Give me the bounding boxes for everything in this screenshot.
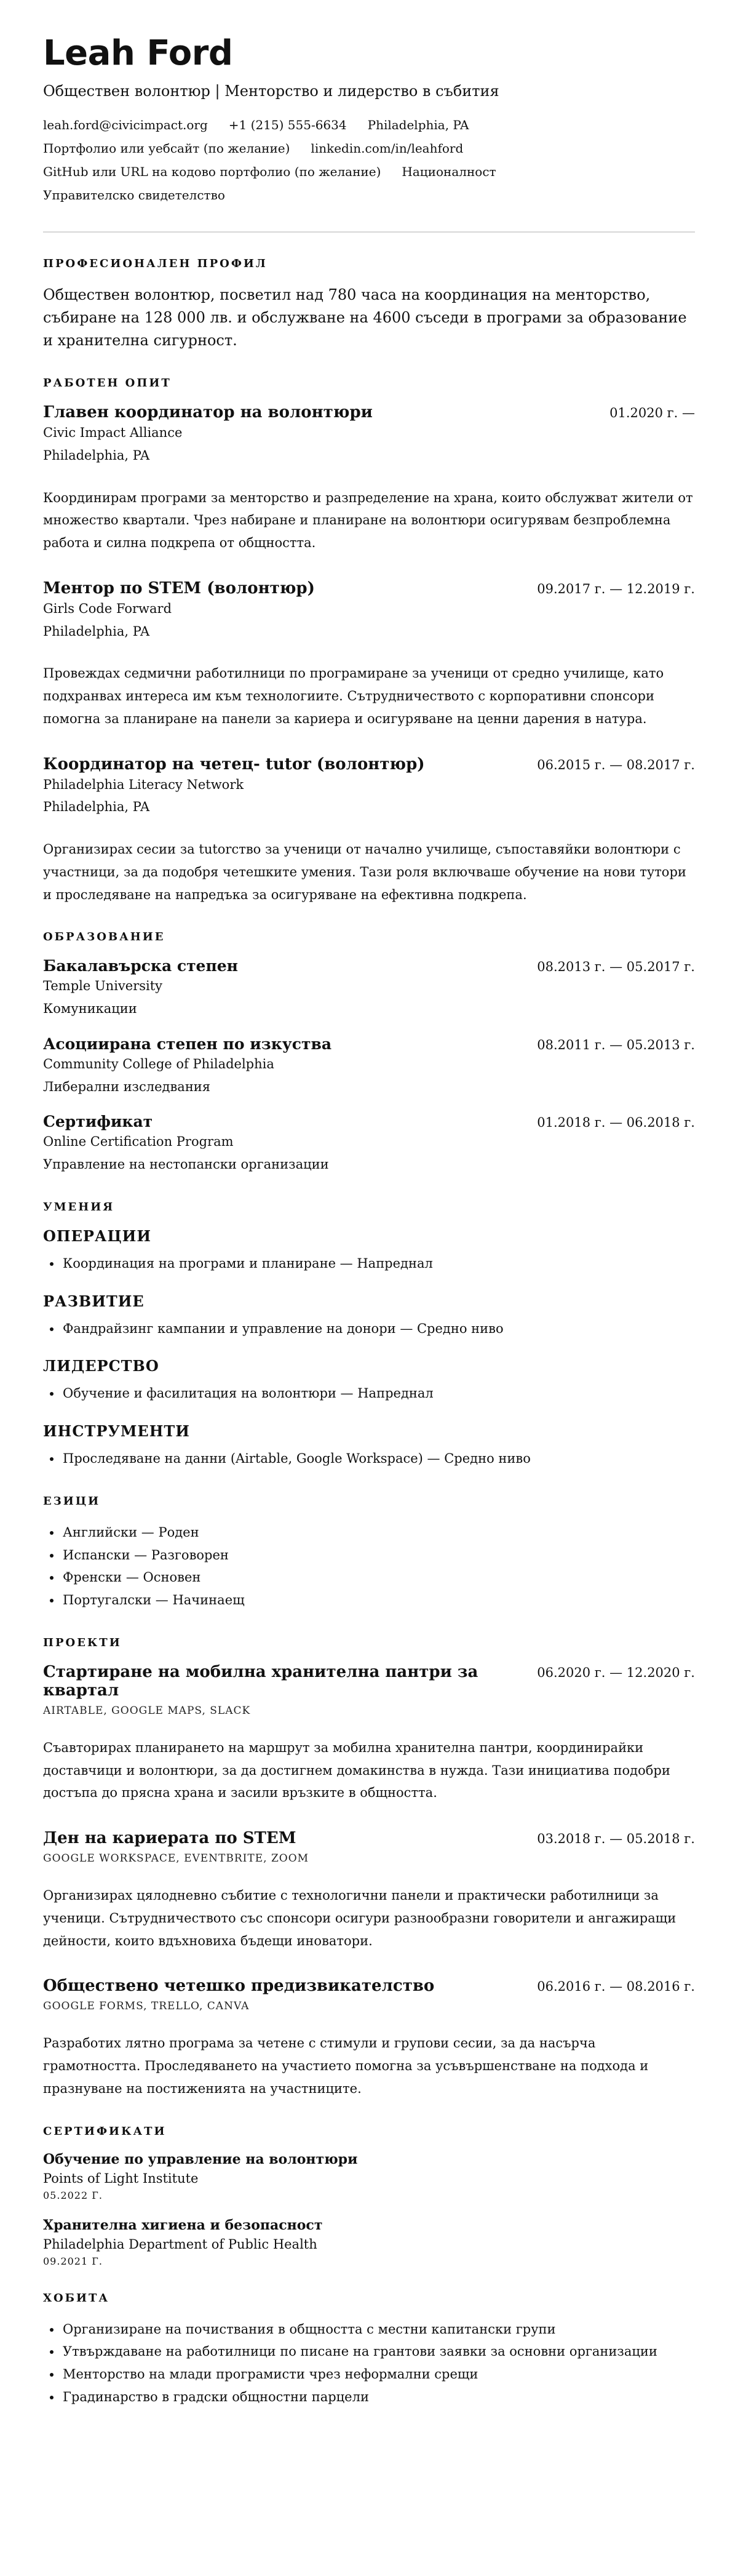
project-date: 03.2018 г. — 05.2018 г.: [537, 1831, 695, 1847]
job-org: Civic Impact Alliance: [43, 425, 183, 441]
projects-section: [43, 1636, 695, 2100]
project-description: Съавторирах планирането на маршрут за мобилна хранителна пантри, координирайки доставчици и волонтюри, за да достигнем домакинства в нужда. Тази инициатива подобри достъпа до прясна храна и засили връзките в общността.: [43, 1740, 670, 1801]
section-title: ОБРАЗОВАНИЕ: [43, 930, 165, 944]
project-description: Организирах цялодневно събитие с технологични панели и практически работилници за ученици. Сътрудничеството със спонсори осигури разнообразни говорители и ангажиращи дейности, които вдъхновиха бъдещи иноватори.: [43, 1888, 676, 1948]
skill-category: ОПЕРАЦИИ: [43, 1226, 151, 1245]
job-date: 06.2015 г. — 08.2017 г.: [537, 757, 695, 772]
project-entry: [43, 1829, 695, 1952]
headline: Обществен волонтюр | Менторство и лидерство в събития: [43, 82, 499, 100]
contact-row: [43, 137, 695, 160]
education-section: [43, 930, 695, 1176]
certificate-text: Управителско свидетелство: [43, 187, 225, 202]
skill-list: [43, 1252, 695, 1275]
section-title: УМЕНИЯ: [43, 1200, 115, 1214]
resume-header: [43, 34, 695, 207]
hobby-item: • Организиране на почиствания в общността с местни капитански групи: [62, 2318, 695, 2341]
section-title: РАБОТЕН ОПИТ: [43, 377, 172, 390]
school-name: Community College of Philadelphia: [43, 1056, 274, 1071]
cert-name: Хранителна хигиена и безопасност: [43, 2217, 323, 2233]
certifications-section: [43, 2125, 695, 2267]
skill-item: • Фандрайзинг кампании и управление на донори — Средно ниво: [62, 1318, 695, 1340]
skill-list: [43, 1382, 695, 1405]
location-text: Philadelphia, PA: [367, 117, 469, 132]
job-description: Провеждах седмични работилници по програмиране за ученици от средно училище, като подхранвах интереса им към технологиите. Сътрудничеството с корпоративни спонсори помогна за планиране на панели за кариера и осигуряване на ценни дарения в натура.: [43, 666, 664, 726]
hobby-item: • Градинарство в градски общностни парцели: [62, 2386, 695, 2409]
nationality-text: Националност: [402, 164, 496, 179]
skill-category: ЛИДЕРСТВО: [43, 1357, 159, 1375]
cert-name: Обучение по управление на волонтюри: [43, 2151, 358, 2167]
github-link[interactable]: GitHub или URL на кодово портфолио (по желание): [43, 164, 381, 179]
project-title: Стартиране на мобилна хранителна пантри за квартал: [43, 1662, 478, 1700]
project-entry: [43, 1977, 695, 2100]
skill-item: • Координация на програми и планиране — Напреднал: [62, 1252, 695, 1275]
section-title: ПРОЕКТИ: [43, 1636, 122, 1649]
experience-entry: [43, 755, 695, 906]
project-tech: GOOGLE FORMS, TRELLO, CANVA: [43, 2000, 250, 2013]
school-name: Online Certification Program: [43, 1134, 234, 1150]
contact-info: [43, 113, 695, 207]
study-field: Комуникации: [43, 1001, 137, 1017]
job-date: 01.2020 г. —: [609, 406, 695, 421]
hobbies-section: [43, 2292, 695, 2409]
cert-issuer: Philadelphia Department of Public Health: [43, 2236, 317, 2252]
linkedin-link[interactable]: linkedin.com/in/leahford: [311, 140, 464, 156]
job-location: Philadelphia, PA: [43, 623, 150, 639]
job-title: Координатор на четец- tutor (волонтюр): [43, 754, 425, 774]
study-field: Управление на нестопански организации: [43, 1157, 329, 1172]
degree-title: Бакалавърска степен: [43, 957, 238, 975]
certification-entry: [43, 2151, 695, 2201]
education-entry: [43, 1113, 695, 1176]
entry-head: [43, 1113, 695, 1130]
job-title: Ментор по STEM (волонтюр): [43, 578, 315, 598]
experience-section: [43, 377, 695, 906]
job-date: 09.2017 г. — 12.2019 г.: [537, 581, 695, 596]
degree-title: Асоциирана степен по изкуства: [43, 1034, 332, 1053]
contact-row: [43, 160, 695, 183]
cert-date: 05.2022 Г.: [43, 2189, 103, 2201]
project-title: Обществено четешко предизвикателство: [43, 1977, 435, 1996]
project-date: 06.2020 г. — 12.2020 г.: [537, 1665, 695, 1680]
profile-summary: Обществен волонтюр, посветил над 780 часа на координация на менторство, събиране на 128 000 лв. и обслужване на 4600 съседи в програми за образование и хранителна сигурност.: [43, 286, 687, 349]
degree-title: Сертификат: [43, 1113, 153, 1131]
language-list: [43, 1521, 695, 1612]
entry-head: [43, 579, 695, 598]
job-description: Координирам програми за менторство и разпределение на храна, които обслужват жители от множество квартали. Чрез набиране и планиране на волонтюри осигурявам безпроблемна работа и силна подкрепа от общността.: [43, 490, 693, 551]
skills-section: [43, 1201, 695, 1470]
hobby-item: • Менторство на млади програмисти чрез неформални срещи: [62, 2363, 695, 2386]
project-tech: GOOGLE WORKSPACE, EVENTBRITE, ZOOM: [43, 1852, 309, 1865]
hobby-item: • Утвърждаване на работилници по писане на грантови заявки за основни организации: [62, 2340, 695, 2363]
contact-row: [43, 183, 695, 207]
degree-date: 08.2011 г. — 05.2013 г.: [537, 1037, 695, 1052]
skill-list: [43, 1447, 695, 1470]
project-title: Ден на кариерата по STEM: [43, 1829, 296, 1848]
entry-head: [43, 1829, 695, 1847]
language-item: • Френски — Основен: [62, 1566, 695, 1589]
skill-category: ИНСТРУМЕНТИ: [43, 1422, 190, 1441]
entry-head: [43, 1035, 695, 1053]
job-description: Организирах сесии за tutorство за ученици от начално училище, съпоставяйки волонтюри с участници, за да подобря четешките умения. Тази роля включваше обучение на нови тутори и проследяване на напредъка за осигуряване на ефективна подкрепа.: [43, 842, 686, 902]
degree-date: 01.2018 г. — 06.2018 г.: [537, 1115, 695, 1130]
candidate-name: Leah Ford: [43, 33, 233, 73]
job-org: Girls Code Forward: [43, 601, 172, 616]
skill-item: • Проследяване на данни (Airtable, Google Workspace) — Средно ниво: [62, 1447, 695, 1470]
languages-section: [43, 1495, 695, 1612]
email-link[interactable]: leah.ford@civicimpact.org: [43, 117, 208, 132]
experience-entry: [43, 579, 695, 730]
language-item: • Португалски — Начинаещ: [62, 1589, 695, 1612]
job-location: Philadelphia, PA: [43, 447, 150, 463]
project-entry: [43, 1663, 695, 1804]
section-title: ЕЗИЦИ: [43, 1494, 101, 1508]
project-date: 06.2016 г. — 08.2016 г.: [537, 1979, 695, 1994]
contact-row: [43, 113, 695, 137]
education-entry: [43, 957, 695, 1020]
cert-issuer: Points of Light Institute: [43, 2170, 199, 2186]
experience-entry: [43, 403, 695, 554]
job-title: Главен координатор на волонтюри: [43, 403, 373, 422]
section-title: ПРОФЕСИОНАЛЕН ПРОФИЛ: [43, 257, 268, 270]
entry-head: [43, 957, 695, 975]
section-title: СЕРТИФИКАТИ: [43, 2124, 167, 2138]
skill-item: • Обучение и фасилитация на волонтюри — Напреднал: [62, 1382, 695, 1405]
entry-head: [43, 755, 695, 774]
job-org: Philadelphia Literacy Network: [43, 777, 244, 792]
project-description: Разработих лятно програма за четене с стимули и групови сесии, за да насърча грамотността. Проследяването на участието помогна за усъвършенстване на подхода и празнуване на постиженията на участниците.: [43, 2036, 649, 2096]
phone-text: +1 (215) 555-6634: [228, 117, 347, 132]
project-tech: AIRTABLE, GOOGLE MAPS, SLACK: [43, 1704, 251, 1717]
hobby-list: [43, 2318, 695, 2409]
cert-date: 09.2021 Г.: [43, 2255, 103, 2267]
language-item: • Английски — Роден: [62, 1521, 695, 1544]
school-name: Temple University: [43, 978, 163, 994]
skill-list: [43, 1318, 695, 1340]
profile-section: [43, 257, 695, 353]
study-field: Либерални изследвания: [43, 1079, 211, 1094]
degree-date: 08.2013 г. — 05.2017 г.: [537, 959, 695, 975]
entry-head: [43, 403, 695, 422]
header-divider: [43, 231, 695, 233]
section-title: ХОБИТА: [43, 2291, 110, 2305]
entry-head: [43, 1977, 695, 1995]
skill-category: РАЗВИТИЕ: [43, 1292, 145, 1310]
education-entry: [43, 1035, 695, 1098]
entry-head: [43, 1663, 695, 1700]
language-item: • Испански — Разговорен: [62, 1544, 695, 1567]
portfolio-link[interactable]: Портфолио или уебсайт (по желание): [43, 140, 290, 156]
certification-entry: [43, 2217, 695, 2267]
job-location: Philadelphia, PA: [43, 799, 150, 815]
